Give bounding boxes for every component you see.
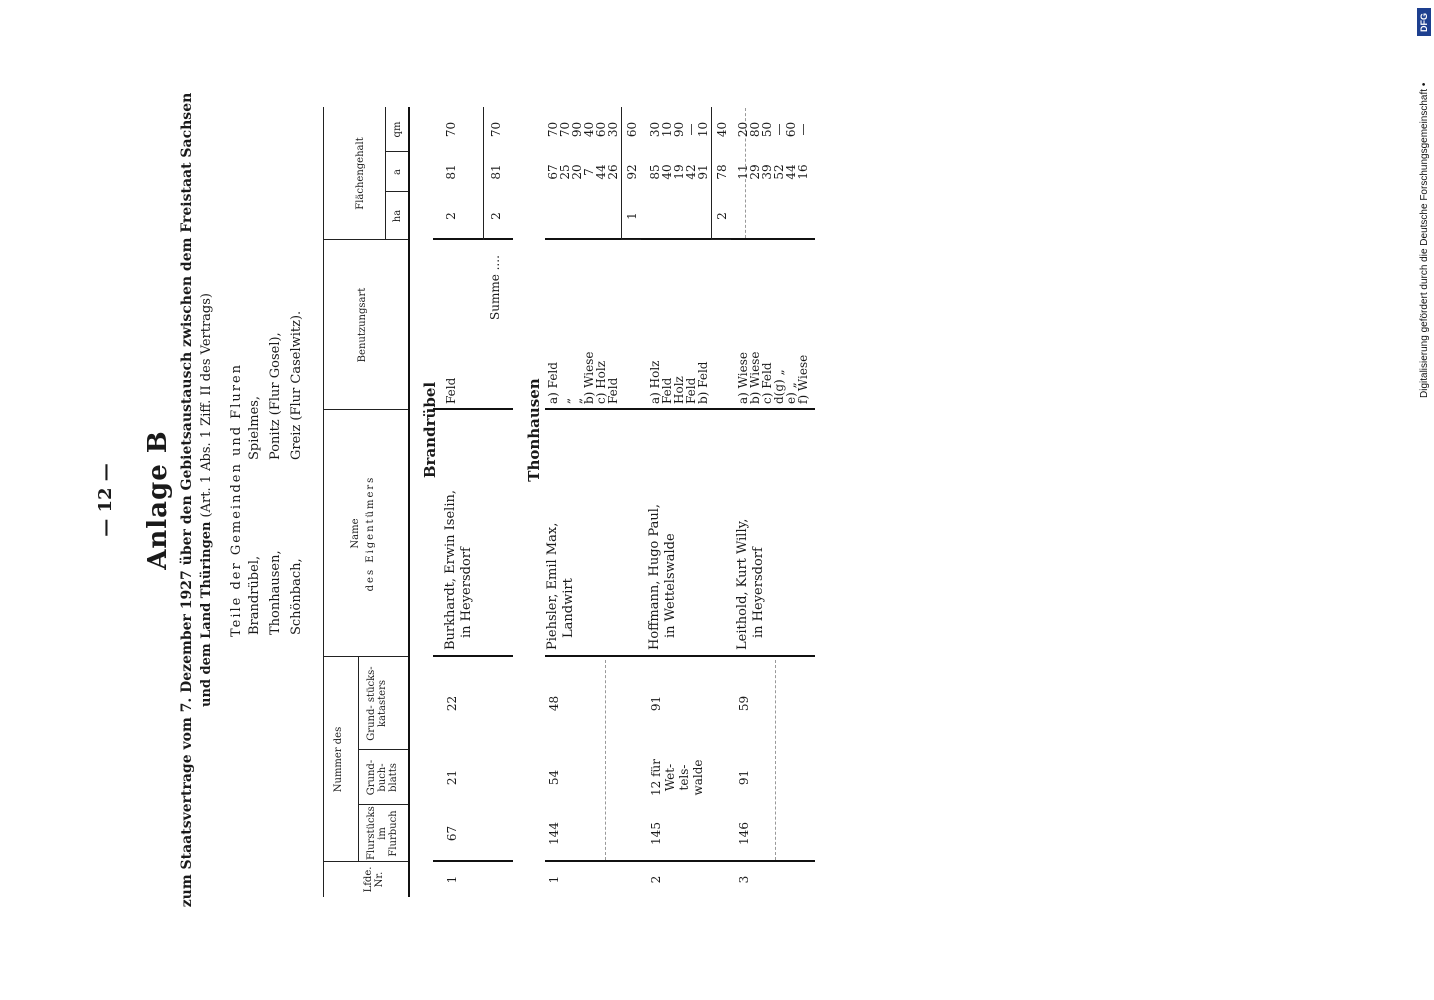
area-a: 85: [648, 164, 662, 180]
area-a: 19: [672, 164, 686, 180]
cell-grundstueck: 59: [737, 695, 751, 712]
usage-type: e) „: [784, 382, 798, 404]
usage-type: a) Wiese: [736, 352, 750, 404]
owner-location: in Heyersdorf: [751, 547, 766, 638]
cell-grundstueck: 48: [547, 695, 561, 712]
area-a: 7: [582, 168, 596, 176]
cell-flurstueck: 146: [737, 822, 751, 845]
area-qm: 70: [444, 121, 458, 138]
sum-rule: [621, 107, 622, 240]
area-qm: 20: [736, 121, 750, 138]
area-a: 26: [606, 164, 620, 180]
cell-lfde: 1: [445, 875, 459, 884]
area-a: 42: [684, 164, 698, 180]
area-qm: —: [772, 123, 786, 136]
area-a: 40: [660, 164, 674, 180]
subtotal-a: 92: [625, 164, 639, 180]
owner-location: in Wettelswalde: [663, 533, 678, 638]
header-grundbuch: Grund- buch- blatts: [366, 759, 399, 796]
area-qm: 40: [582, 121, 596, 138]
digitization-note: [1404, 8, 1434, 398]
owner-location: Landwirt: [561, 578, 576, 638]
usage-type: Feld: [660, 377, 674, 404]
area-qm: —: [796, 123, 810, 136]
area-a: 91: [696, 164, 710, 180]
usage-type: c) Holz: [594, 360, 608, 404]
location-entry: Greiz (Flur Caselwitz).: [289, 310, 304, 460]
table-top-rule: [323, 107, 324, 897]
body-rule: [545, 655, 815, 657]
usage-type: „: [558, 397, 572, 404]
body-rule: [545, 238, 815, 240]
usage-type: Feld: [684, 377, 698, 404]
subtitle-line-1: zum Staatsvertrage vom 7. Dezember 1927 über den Gebietsaustausch zwischen dem Freistaat Sachsen: [179, 92, 195, 908]
column-divider: [358, 749, 408, 750]
usage-type: c) Feld: [760, 362, 774, 404]
cell-lfde: 2: [649, 875, 663, 884]
area-qm: 50: [760, 121, 774, 138]
usage-type: b) Wiese: [582, 351, 596, 404]
header-rule: [385, 107, 386, 240]
usage-type: a) Holz: [648, 360, 662, 404]
area-qm: 30: [606, 121, 620, 138]
location-entry: Thonhausen,: [268, 550, 283, 635]
area-a: 39: [760, 164, 774, 180]
body-rule: [545, 408, 815, 410]
area-a: 44: [594, 164, 608, 180]
area-qm: 60: [594, 121, 608, 138]
subtotal-qm: 60: [625, 121, 639, 138]
usage-type: d(g) „: [772, 369, 786, 404]
body-rule: [433, 408, 513, 410]
area-qm: 70: [558, 121, 572, 138]
area-a: 29: [748, 164, 762, 180]
usage-type: Feld: [606, 377, 620, 404]
subtotal-ha: 1: [625, 212, 639, 220]
owner-name: Leithold, Kurt Willy,: [735, 518, 750, 650]
section-heading-brandruebel: Brandrübel: [421, 381, 439, 479]
owner-name: Hoffmann, Hugo Paul,: [647, 503, 662, 650]
teile-heading: Teile der Gemeinden und Fluren: [229, 362, 244, 638]
cell-grundbuch: 54: [547, 769, 561, 786]
subtotal-ha: 2: [715, 212, 729, 220]
header-name-line2: des Eigentümers: [365, 475, 376, 592]
header-rule: [358, 657, 359, 862]
usage-type: Holz: [672, 376, 686, 404]
usage-type: f) Wiese: [796, 354, 810, 404]
area-a: 81: [444, 164, 458, 180]
area-a: 25: [558, 164, 572, 180]
usage-type: a) Feld: [546, 362, 560, 404]
subtotal-a: 78: [715, 164, 729, 180]
usage-type: Feld: [444, 377, 458, 404]
area-qm: 90: [570, 121, 584, 138]
cell-flurstueck: 144: [547, 822, 561, 845]
header-flaechengehalt: Flächengehalt: [355, 137, 366, 210]
header-a: a: [392, 169, 403, 175]
header-flurstuecks: Flurstücks im Flurbuch: [366, 806, 399, 860]
area-a: 20: [570, 164, 584, 180]
header-ha: ha: [392, 209, 403, 223]
summe-ha: 2: [489, 212, 503, 220]
area-qm: —: [684, 123, 698, 136]
owner-name: Burkhardt, Erwin Iselin,: [443, 490, 458, 650]
sum-rule: [483, 107, 484, 240]
location-entry: Spielmes,: [247, 395, 262, 460]
area-qm: 90: [672, 121, 686, 138]
cell-flurstueck: 145: [649, 822, 663, 845]
body-rule: [545, 860, 815, 862]
digitization-note-text: Digitalisierung gefördert durch die Deutsche Forschungsgemeinschaft •: [1419, 82, 1430, 398]
location-entry: Schönbach,: [289, 558, 304, 635]
sum-rule: [711, 107, 712, 240]
cell-lfde: 3: [737, 875, 751, 884]
area-a: 52: [772, 164, 786, 180]
cell-flurstueck: 67: [445, 825, 459, 842]
subtotal-qm: 40: [715, 121, 729, 138]
location-entry: Brandrübel,: [247, 555, 262, 635]
dfg-logo: DFG: [1417, 8, 1431, 36]
document-page: [95, 0, 815, 1000]
cell-grundbuch: 91: [737, 769, 751, 786]
summe-a: 81: [489, 164, 503, 180]
owner-name: Piehsler, Emil Max,: [545, 522, 560, 650]
area-a: 44: [784, 164, 798, 180]
page-title: Anlage B: [143, 430, 173, 570]
area-qm: 60: [784, 121, 798, 138]
page-number: — 12 —: [95, 463, 116, 537]
area-qm: 30: [648, 121, 662, 138]
header-grundstuecks: Grund- stücks- katasters: [366, 666, 388, 741]
header-benutzungsart: Benutzungsart: [357, 287, 368, 363]
header-nummer-des: Nummer des: [333, 726, 344, 793]
area-a: 11: [736, 164, 750, 180]
cell-grundstueck: 91: [649, 695, 663, 712]
section-heading-thonhausen: Thonhausen: [525, 378, 543, 482]
area-qm: 70: [546, 121, 560, 138]
area-a: 67: [546, 164, 560, 180]
area-a: 16: [796, 164, 810, 180]
subtitle-line-2: und dem Land Thüringen (Art. 1 Abs. 1 Ziff. II des Vertrags): [199, 293, 214, 707]
area-qm: 10: [696, 121, 710, 138]
summe-qm: 70: [489, 121, 503, 138]
summe-label: Summe ....: [488, 255, 502, 320]
area-qm: 80: [748, 121, 762, 138]
usage-type: b) Wiese: [748, 351, 762, 404]
usage-type: b) Feld: [696, 361, 710, 404]
area-ha: 2: [444, 212, 458, 220]
column-divider: [358, 804, 408, 805]
location-entry: Ponitz (Flur Gosel),: [268, 332, 283, 460]
header-lfde: Lfde. Nr.: [363, 866, 385, 893]
cell-grundbuch: 12 für Wet- tels- walde: [649, 759, 705, 796]
table-header-rule: [408, 107, 410, 897]
cell-grundbuch: 21: [445, 769, 459, 786]
cell-grundstueck: 22: [445, 695, 459, 712]
area-qm: 10: [660, 121, 674, 138]
dashed-rule: [775, 660, 776, 860]
header-name-line1: Name: [350, 518, 361, 549]
cell-lfde: 1: [547, 875, 561, 884]
usage-type: „: [570, 397, 584, 404]
dashed-rule: [605, 660, 606, 860]
owner-location: in Heyersdorf: [459, 547, 474, 638]
header-qm: qm: [392, 121, 403, 138]
